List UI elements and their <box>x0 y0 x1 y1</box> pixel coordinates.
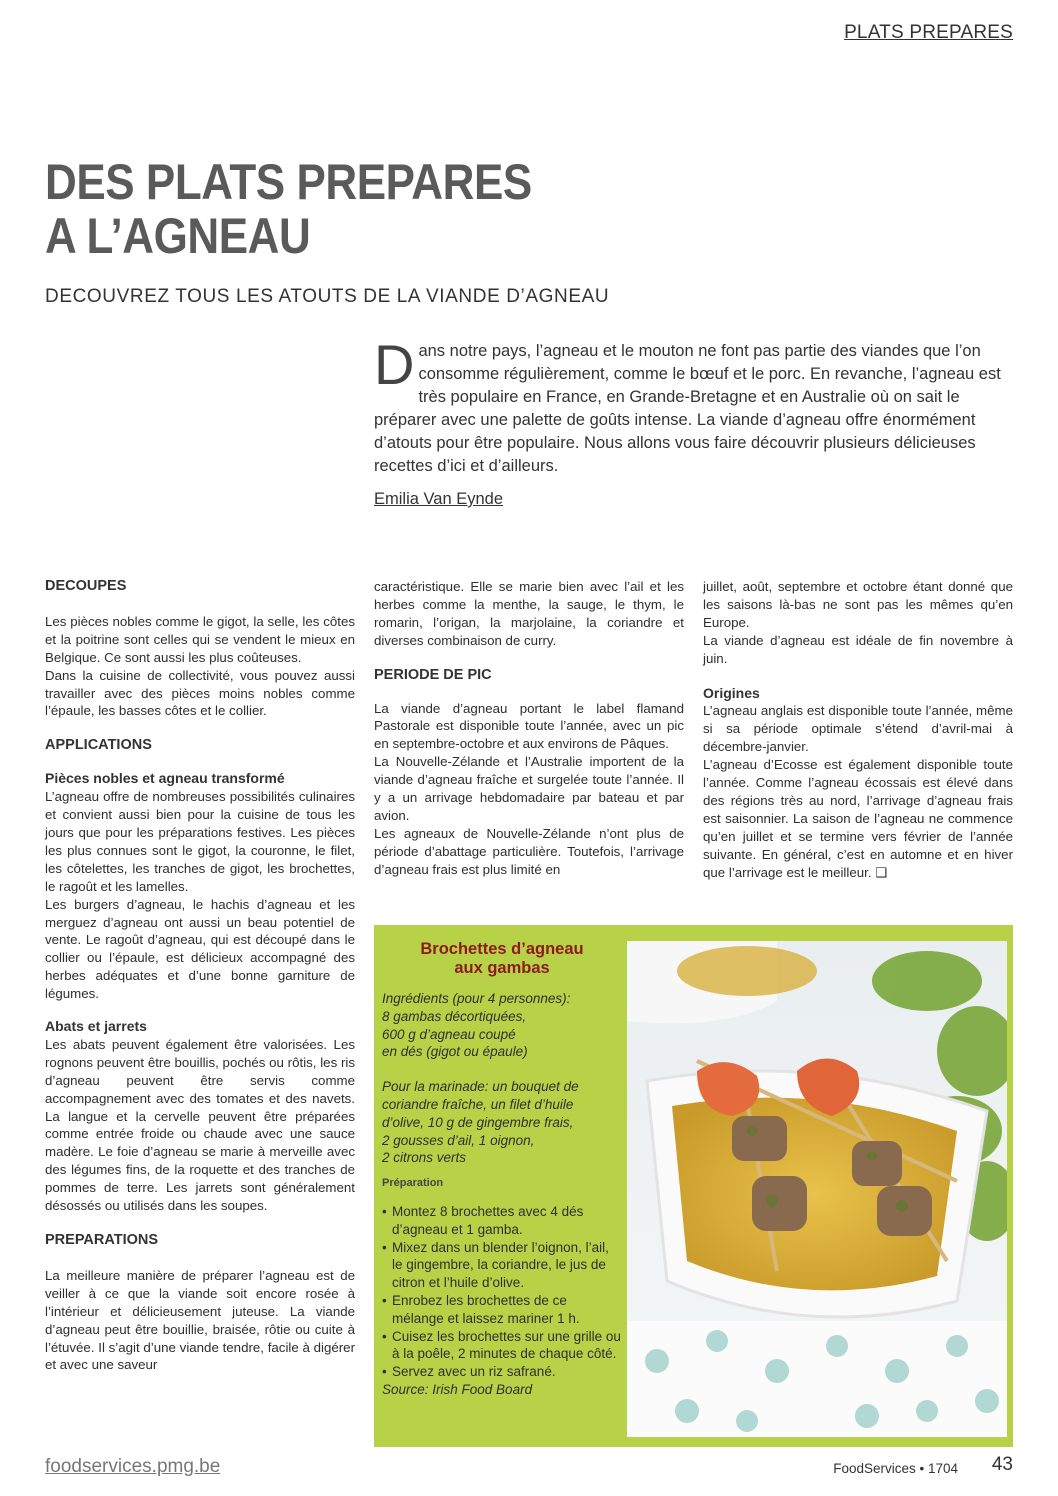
drop-cap: D <box>374 333 415 396</box>
paragraph: Les burgers d’agneau, le hachis d’agneau et les merguez d’agneau ont aussi un beau potentiel de vente. Le ragoût d’agneau, qui est découpé dans le collier ou l’épaule, est délicieux accompagné des herbes adéquates et d’une bonne garniture de légumes. <box>45 896 355 1002</box>
ingredient-line: en dés (gigot ou épaule) <box>382 1044 528 1060</box>
paragraph: juillet, août, septembre et octobre étant donné que les saisons là-bas ne sont pas les mêmes qu’en Europe. <box>703 579 1013 630</box>
recipe-source: Source: Irish Food Board <box>382 1381 533 1397</box>
paragraph: Les pièces nobles comme le gigot, la selle, les côtes et la poitrine sont celles qui se vendent le mieux en Belgique. Ce sont aussi les plus coûteuses. <box>45 613 355 665</box>
heading-applications: APPLICATIONS <box>45 737 152 754</box>
heading-periode-de-pic: PERIODE DE PIC <box>374 666 492 683</box>
intro-text: ans notre pays, l’agneau et le mouton ne font pas partie des viandes que l’on consomme régulièrement, comme le bœuf et le porc. En revanche, l’agneau est très populaire en France, en Grande-Bretagne et en Australie où on sait le préparer avec une palette de goûts intense. La viande d’agneau offre énormément d’atouts pour être populaire. Nous allons vous faire découvrir plusieurs délicieuses recettes d’ici et d’ailleurs. <box>374 342 1001 475</box>
subheading-abats: Abats et jarrets <box>45 1018 147 1035</box>
marinade-line: 2 gousses d’ail, 1 oignon, <box>382 1132 535 1148</box>
article-subtitle: DECOUVREZ TOUS LES ATOUTS DE LA VIANDE D’AGNEAU <box>45 286 610 307</box>
paragraph: Les abats peuvent également être valorisées. Les rognons peuvent être bouillis, pochés ou rôtis, les ris d’agneau peuvent être servis comme accompagnement avec des tomates et des navets. La langue et la cervelle peuvent être préparées comme entrée froide ou chaude avec une sauce madère. Le foie d’agneau se marie à merveille avec des légumes fins, de la roquette et des tranches de pommes de terre. Les jarrets sont généralement désossés ou utilisés dans les soupes. <box>45 1036 355 1214</box>
recipe-title-line-1: Brochettes d’agneau <box>420 940 584 958</box>
column-1 <box>45 578 355 1374</box>
title-line-2: A L’AGNEAU <box>45 208 311 264</box>
ingredient-line: Ingrédients (pour 4 personnes): <box>382 991 571 1006</box>
paragraph: caractéristique. Elle se marie bien avec l’ail et les herbes comme la menthe, la sauge, le thym, le romarin, l’origan, la marjolaine, la coriandre et diverses combinaison de curry. <box>374 579 684 648</box>
step-item: • Cuisez les brochettes sur une grille ou à la poêle, 2 minutes de chaque côté. <box>382 1328 622 1364</box>
recipe-title-line-2: aux gambas <box>454 959 550 977</box>
paragraph: L’agneau anglais est disponible toute l’année, même si sa période optimale s’étend d’avril-mai à décembre-janvier. <box>703 703 1013 755</box>
paragraph: L’agneau offre de nombreuses possibilités culinaires et convient aussi bien pour la cuisine de tous les jours que pour les préparations festives. Les pièces les plus connues sont le gigot, la couronne, le filet, les côtelettes, les tranches de gigot, les brochettes, le ragoût et les lamelles. <box>45 789 355 894</box>
subheading-origines: Origines <box>703 684 760 701</box>
marinade-line: 2 citrons verts <box>382 1150 467 1166</box>
footer-website-link[interactable]: foodservices.pmg.be <box>45 1456 221 1477</box>
step-item: • Servez avec un riz safrané. <box>382 1363 622 1381</box>
subheading-pieces: Pièces nobles et agneau transformé <box>45 770 285 787</box>
paragraph: Les agneaux de Nouvelle-Zélande n’ont plus de période d’abattage particulière. Toutefois, l’arrivage d’agneau frais est plus limité en <box>374 825 684 877</box>
column-3 <box>703 578 1013 882</box>
paragraph: La viande d’agneau est idéale de fin novembre à juin. <box>703 632 1013 666</box>
paragraph: La viande d’agneau portant le label flamand Pastorale est disponible toute l’année, avec un pic en septembre-octobre et aux environs de Pâques. <box>374 700 684 752</box>
paragraph <box>703 756 1013 881</box>
heading-preparations: PREPARATIONS <box>45 1232 159 1248</box>
section-label: PLATS PREPARES <box>844 22 1013 43</box>
footer-magazine-issue: FoodServices • 1704 <box>833 1461 958 1476</box>
heading-decoupes: DECOUPES <box>45 578 127 594</box>
intro-paragraph <box>374 333 1014 478</box>
paragraph: La Nouvelle-Zélande et l’Australie importent de la viande d’agneau fraîche et surgelée toute l’année. Il y a un arrivage hebdomadaire par bateau et par avion. <box>374 754 684 823</box>
preparation-heading: Préparation <box>382 1177 444 1190</box>
title-line-1: DES PLATS PREPARES <box>45 154 532 210</box>
step-item: • Montez 8 brochettes avec 4 dés d’agneau et 1 gamba. <box>382 1203 622 1239</box>
step-item: • Enrobez les brochettes de ce mélange et laissez mariner 1 h. <box>382 1292 622 1328</box>
paragraph: Dans la cuisine de collectivité, vous pouvez aussi travailler avec des pièces moins nobles comme l’épaule, les basses côtes et le collier. <box>45 667 355 719</box>
preparation-steps <box>382 1203 622 1381</box>
recipe-photo <box>627 941 1007 1437</box>
marinade-line: d’olive, 10 g de gingembre frais, <box>382 1114 574 1130</box>
marinade-line: coriandre fraîche, un filet d’huile <box>382 1096 574 1112</box>
author-byline[interactable]: Emilia Van Eynde <box>374 490 504 508</box>
ingredient-line: 8 gambas décortiquées, <box>382 1008 527 1024</box>
recipe-title <box>382 940 622 978</box>
origines-text: L’agneau d’Ecosse est également disponible toute l’année. Comme l’agneau écossais est élevé dans des régions très au nord, l’arrivage d’agneau frais est saisonnier. La saison de l’agneau ne commence qu’en juillet et se termine vers février de l’année suivante. En général, c’est en automne et en hiver que l’arrivage est le meilleur. <box>703 757 1013 880</box>
end-of-article-icon: ❑ <box>875 864 888 880</box>
recipe-content <box>382 940 622 1399</box>
ingredient-line: 600 g d’agneau coupé <box>382 1026 516 1042</box>
column-2 <box>374 578 684 879</box>
article-title <box>45 155 532 263</box>
marinade-line: Pour la marinade: un bouquet de <box>382 1079 579 1095</box>
lamb-skewers-illustration <box>627 941 1007 1437</box>
page-number: 43 <box>991 1454 1013 1475</box>
step-item: • Mixez dans un blender l’oignon, l’ail, le gingembre, la coriandre, le jus de citron et l’huile d’olive. <box>382 1239 622 1292</box>
paragraph: La meilleure manière de préparer l’agneau est de veiller à ce que la viande soit encore rosée à l’intérieur et délicieusement juteuse. La viande d’agneau peut être bouillie, braisée, rôtie ou cuite à l’étuvée. Il s’agit d’une viande tendre, facile à digérer et avec une saveur <box>45 1267 355 1373</box>
